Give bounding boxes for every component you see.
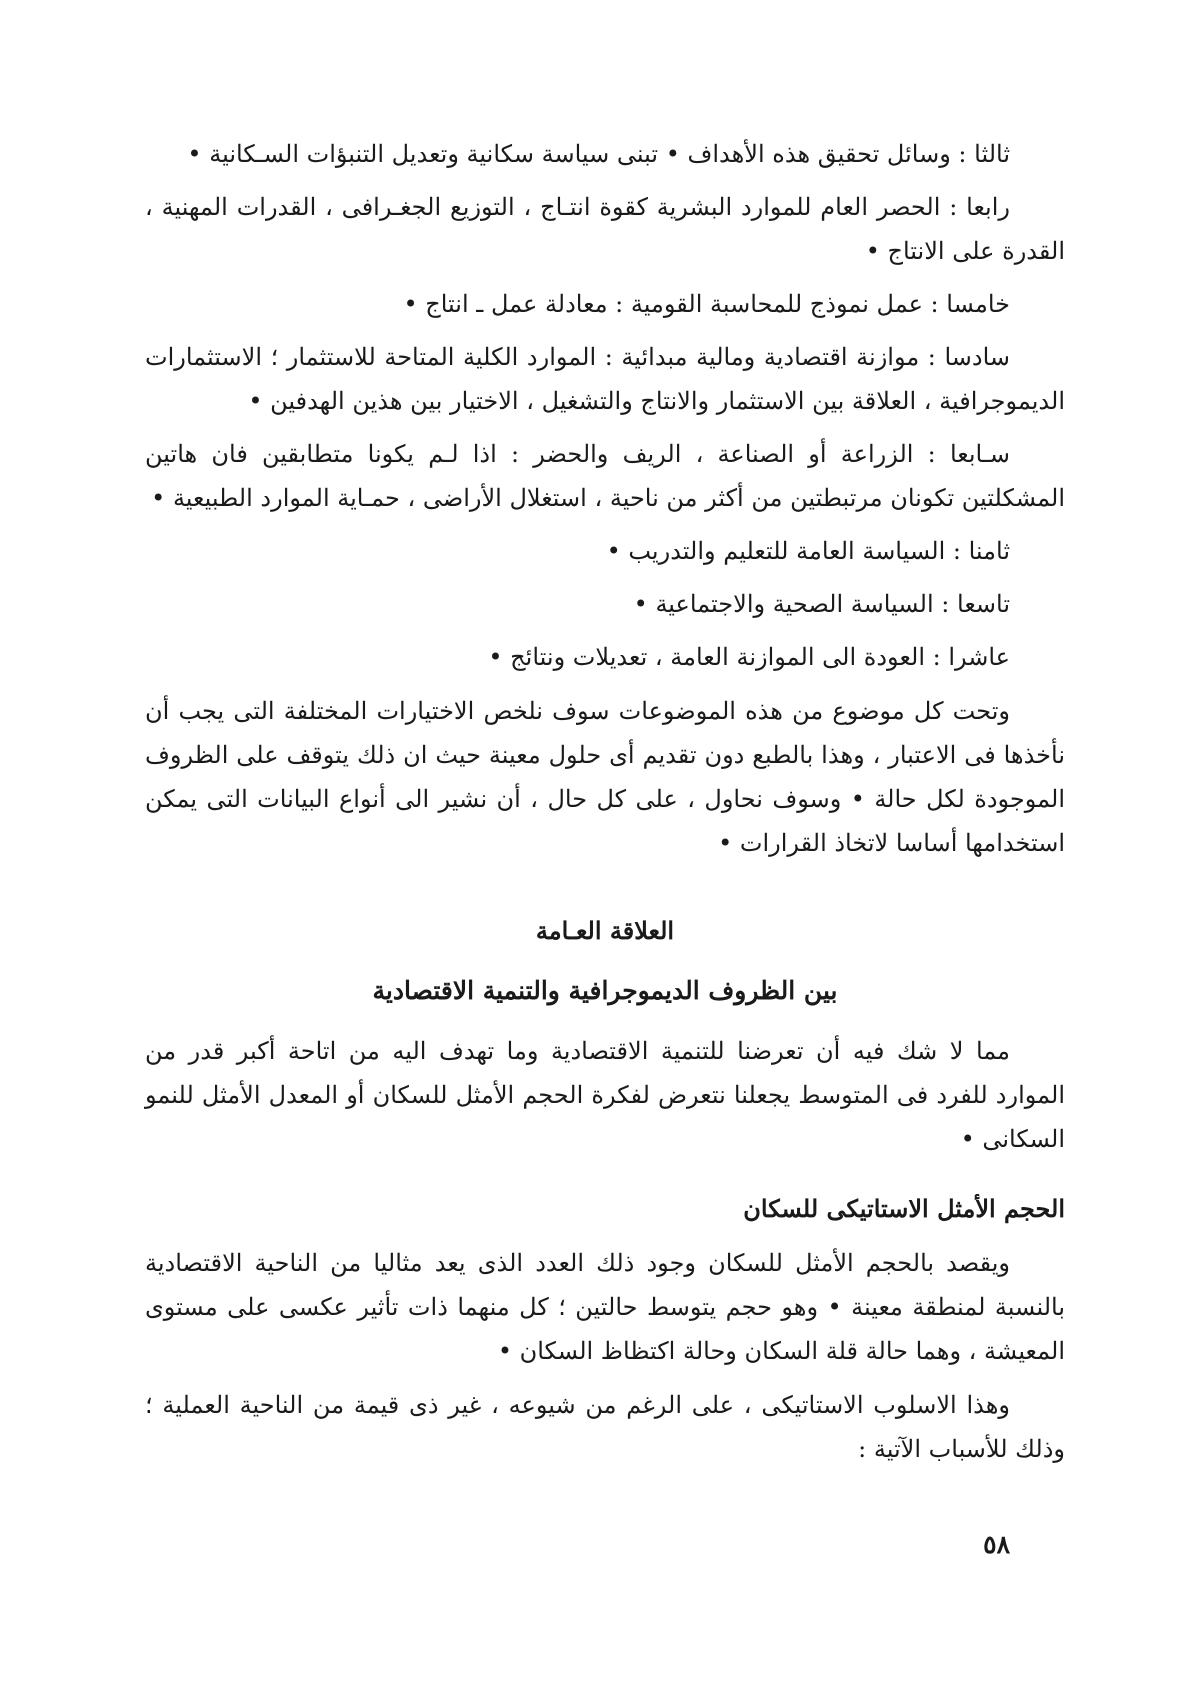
numbered-list [145, 132, 1065, 679]
list-item-eighth: ثامنا : السياسة العامة للتعليم والتدريب • [606, 537, 1010, 565]
list-item-tenth: عاشرا : العودة الى الموازنة العامة ، تعديلات ونتائج • [488, 643, 1010, 671]
page-number: ٥٨ [983, 1530, 1010, 1559]
intro-paragraph: وتحت كل موضوع من هذه الموضوعات سوف نلخص الاختيارات المختلفة التى يجب أن نأخذها فى الاعتبار ، وهذا بالطبع دون تقديم أى حلول معينة حيث ان ذلك يتوقف على الظروف الموجودة لكل حالة • وسوف نحاول ، على كل حال ، أن نشير الى أنواع البيانات التى يمكن استخدامها أساسا لاتخاذ القرارات • [145, 697, 1065, 857]
subsection-heading: الحجم الأمثل الاستاتيكى للسكان [743, 1194, 1065, 1223]
section-heading: العلاقة العـامة [535, 916, 675, 945]
section-heading-subtitle: بين الظروف الديموجرافية والتنمية الاقتصادية [372, 976, 838, 1005]
list-item-ninth: تاسعا : السياسة الصحية والاجتماعية • [633, 590, 1010, 618]
list-item-fourth: رابعا : الحصر العام للموارد البشرية كقوة انتـاج ، التوزيع الجغـرافى ، القدرات المهنية ، القدرة على الانتاج • [145, 193, 1065, 265]
paragraph-optimum-intro: مما لا شك فيه أن تعرضنا للتنمية الاقتصادية وما تهدف اليه من اتاحة أكبر قدر من الموارد للفرد فى المتوسط يجعلنا نتعرض لفكرة الحجم الأمثل للسكان أو المعدل الأمثل للنمو السكانى • [145, 1037, 1065, 1153]
list-item-sixth: سادسا : موازنة اقتصادية ومالية مبدائية : الموارد الكلية المتاحة للاستثمار ؛ الاستثمارات الديموجرافية ، العلاقة بين الاستثمار والانتاج والتشغيل ، الاختيار بين هذين الهدفين • [145, 343, 1065, 415]
list-item-third: ثالثا : وسائل تحقيق هذه الأهداف • تبنى سياسة سكانية وتعديل التنبؤات السـكانية • [187, 140, 1010, 168]
list-item-seventh: سـابعا : الزراعة أو الصناعة ، الريف والحضر : اذا لـم يكونا متطابقين فان هاتين المشكلتين تكونان مرتبطتين من أكثر من ناحية ، استغلال الأراضى ، حمـاية الموارد الطبيعية • [145, 440, 1065, 512]
list-item-fifth: خامسا : عمل نموذج للمحاسبة القومية : معادلة عمل ـ انتاج • [403, 290, 1010, 318]
paragraph-optimum-definition: ويقصد بالحجم الأمثل للسكان وجود ذلك العدد الذى يعد مثاليا من الناحية الاقتصادية بالنسبة لمنطقة معينة • وهو حجم يتوسط حالتين ؛ كل منهما ذات تأثير عكسى على مستوى المعيشة ، وهما حالة قلة السكان وحالة اكتظاظ السكان • [145, 1249, 1065, 1365]
paragraph-static-method: وهذا الاسلوب الاستاتيكى ، على الرغم من شيوعه ، غير ذى قيمة من الناحية العملية ؛ وذلك للأسباب الآتية : [145, 1391, 1065, 1463]
